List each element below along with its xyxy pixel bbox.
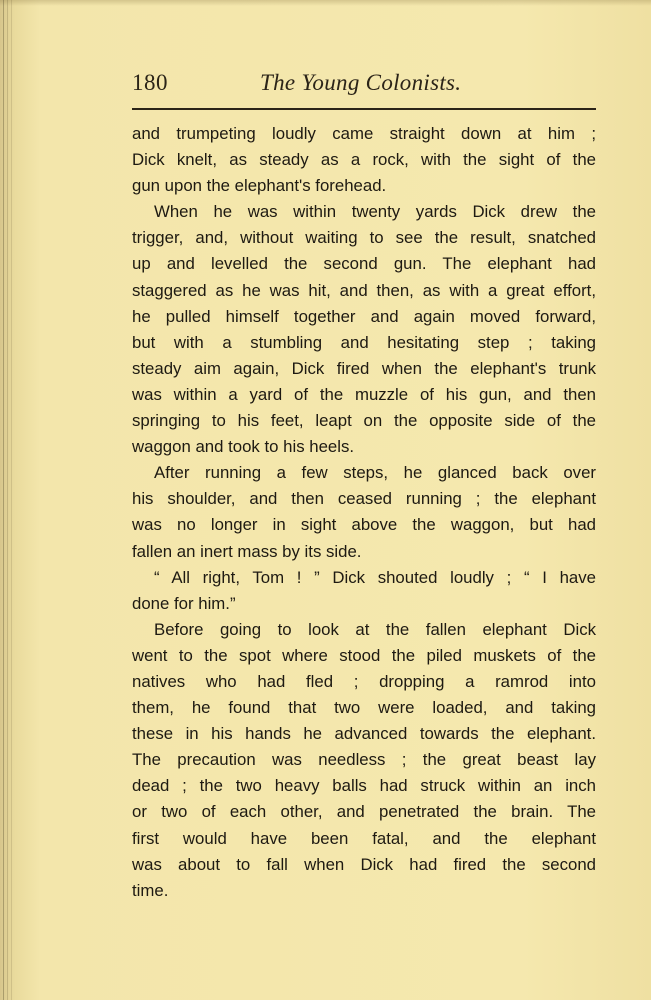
text-line: his shoulder, and then ceased running ; the elephant: [132, 489, 596, 509]
text-line: Dick knelt, as steady as a rock, with the sight of the: [132, 150, 596, 170]
text-line: gun upon the elephant's forehead.: [132, 176, 387, 196]
text-line: them, he found that two were loaded, and taking: [132, 698, 596, 718]
page-top-shadow: [0, 0, 651, 6]
text-line: natives who had fled ; dropping a ramrod into: [132, 671, 596, 691]
text-line: waggon and took to his heels.: [132, 437, 355, 457]
text-line: went to the spot where stood the piled muskets of the: [132, 645, 596, 665]
text-line: staggered as he was hit, and then, as with a great effort,: [132, 280, 596, 300]
text-line: The precaution was needless ; the great beast lay: [132, 750, 596, 770]
text-line: these in his hands he advanced towards the elephant.: [132, 724, 596, 744]
text-line: he pulled himself together and again moved forward,: [132, 306, 596, 326]
text-line: “ All right, Tom ! ” Dick shouted loudly ; “ I have: [154, 567, 596, 587]
text-line: up and levelled the second gun. The elephant had: [132, 254, 596, 274]
text-line: Before going to look at the fallen elephant Dick: [154, 619, 596, 639]
running-title: The Young Colonists.: [260, 70, 462, 95]
text-line: trigger, and, without waiting to see the result, snatched: [132, 228, 596, 248]
binding-edge-line: [3, 0, 4, 1000]
binding-edge-line: [7, 0, 8, 1000]
text-line: and trumpeting loudly came straight down at him ;: [132, 124, 596, 143]
body-text: [132, 121, 596, 904]
text-line: When he was within twenty yards Dick drew the: [154, 202, 596, 222]
text-line: fallen an inert mass by its side.: [132, 541, 362, 561]
header-rule: [132, 108, 596, 110]
binding-edge-line: [11, 0, 12, 1000]
text-line: After running a few steps, he glanced back over: [154, 463, 596, 483]
running-head: [132, 70, 596, 104]
text-line: dead ; the two heavy balls had struck within an inch: [132, 776, 596, 796]
text-line: but with a stumbling and hesitating step ; taking: [132, 332, 596, 352]
text-line: was no longer in sight above the waggon, but had: [132, 515, 596, 535]
page-number: 180: [132, 70, 168, 95]
text-line: done for him.”: [132, 593, 236, 613]
text-line: was about to fall when Dick had fired the second: [132, 854, 596, 874]
text-line: springing to his feet, leapt on the opposite side of the: [132, 411, 596, 431]
text-line: steady aim again, Dick fired when the elephant's trunk: [132, 358, 596, 378]
text-line: was within a yard of the muzzle of his gun, and then: [132, 384, 596, 404]
text-line: first would have been fatal, and the elephant: [132, 828, 596, 848]
text-line: or two of each other, and penetrated the brain. The: [132, 802, 596, 822]
text-line: time.: [132, 880, 169, 900]
